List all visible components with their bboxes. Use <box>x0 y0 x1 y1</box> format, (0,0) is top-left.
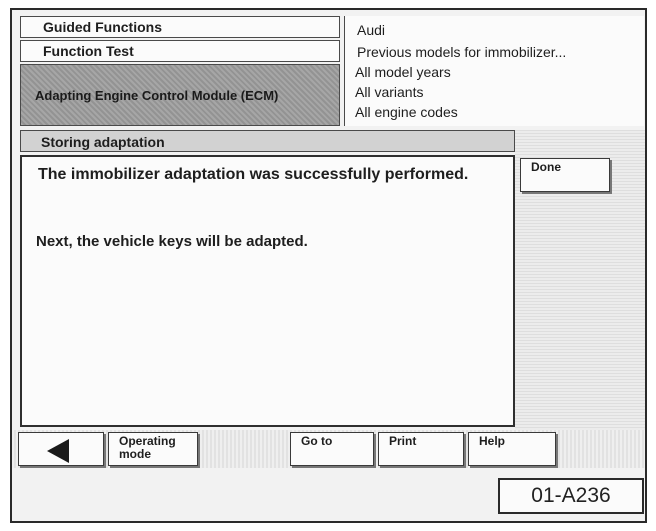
back-arrow-icon <box>47 439 69 463</box>
operating-mode-button[interactable] <box>108 432 198 466</box>
vehicle-info-panel <box>344 16 644 126</box>
message-secondary: Next, the vehicle keys will be adapted. <box>36 233 308 250</box>
print-label: Print <box>389 434 417 448</box>
done-button-label: Done <box>531 160 561 174</box>
message-primary: The immobilizer adaptation was successfully performed. <box>38 166 469 183</box>
vehicle-model: Previous models for immobilizer... <box>357 44 567 60</box>
nav-module-ecm[interactable] <box>20 64 340 126</box>
go-to-label: Go to <box>301 434 333 448</box>
nav-guided-functions[interactable] <box>20 16 340 38</box>
nav-function-test-label: Function Test <box>43 43 134 59</box>
vehicle-engine-codes: All engine codes <box>355 104 458 120</box>
figure-code: 01-A236 <box>498 478 644 514</box>
vehicle-years: All model years <box>355 64 451 80</box>
vehicle-variants: All variants <box>355 84 424 100</box>
section-title: Storing adaptation <box>20 130 515 152</box>
back-button[interactable] <box>18 432 104 466</box>
help-label: Help <box>479 434 506 448</box>
go-to-button[interactable] <box>290 432 374 466</box>
help-button[interactable] <box>468 432 556 466</box>
print-button[interactable] <box>378 432 464 466</box>
done-button[interactable] <box>520 158 610 192</box>
nav-guided-functions-label: Guided Functions <box>43 19 162 35</box>
vehicle-make: Audi <box>357 22 386 38</box>
operating-mode-label: Operating mode <box>119 434 176 461</box>
nav-function-test[interactable] <box>20 40 340 62</box>
nav-module-ecm-label: Adapting Engine Control Module (ECM) <box>35 88 279 103</box>
message-panel <box>20 155 515 427</box>
